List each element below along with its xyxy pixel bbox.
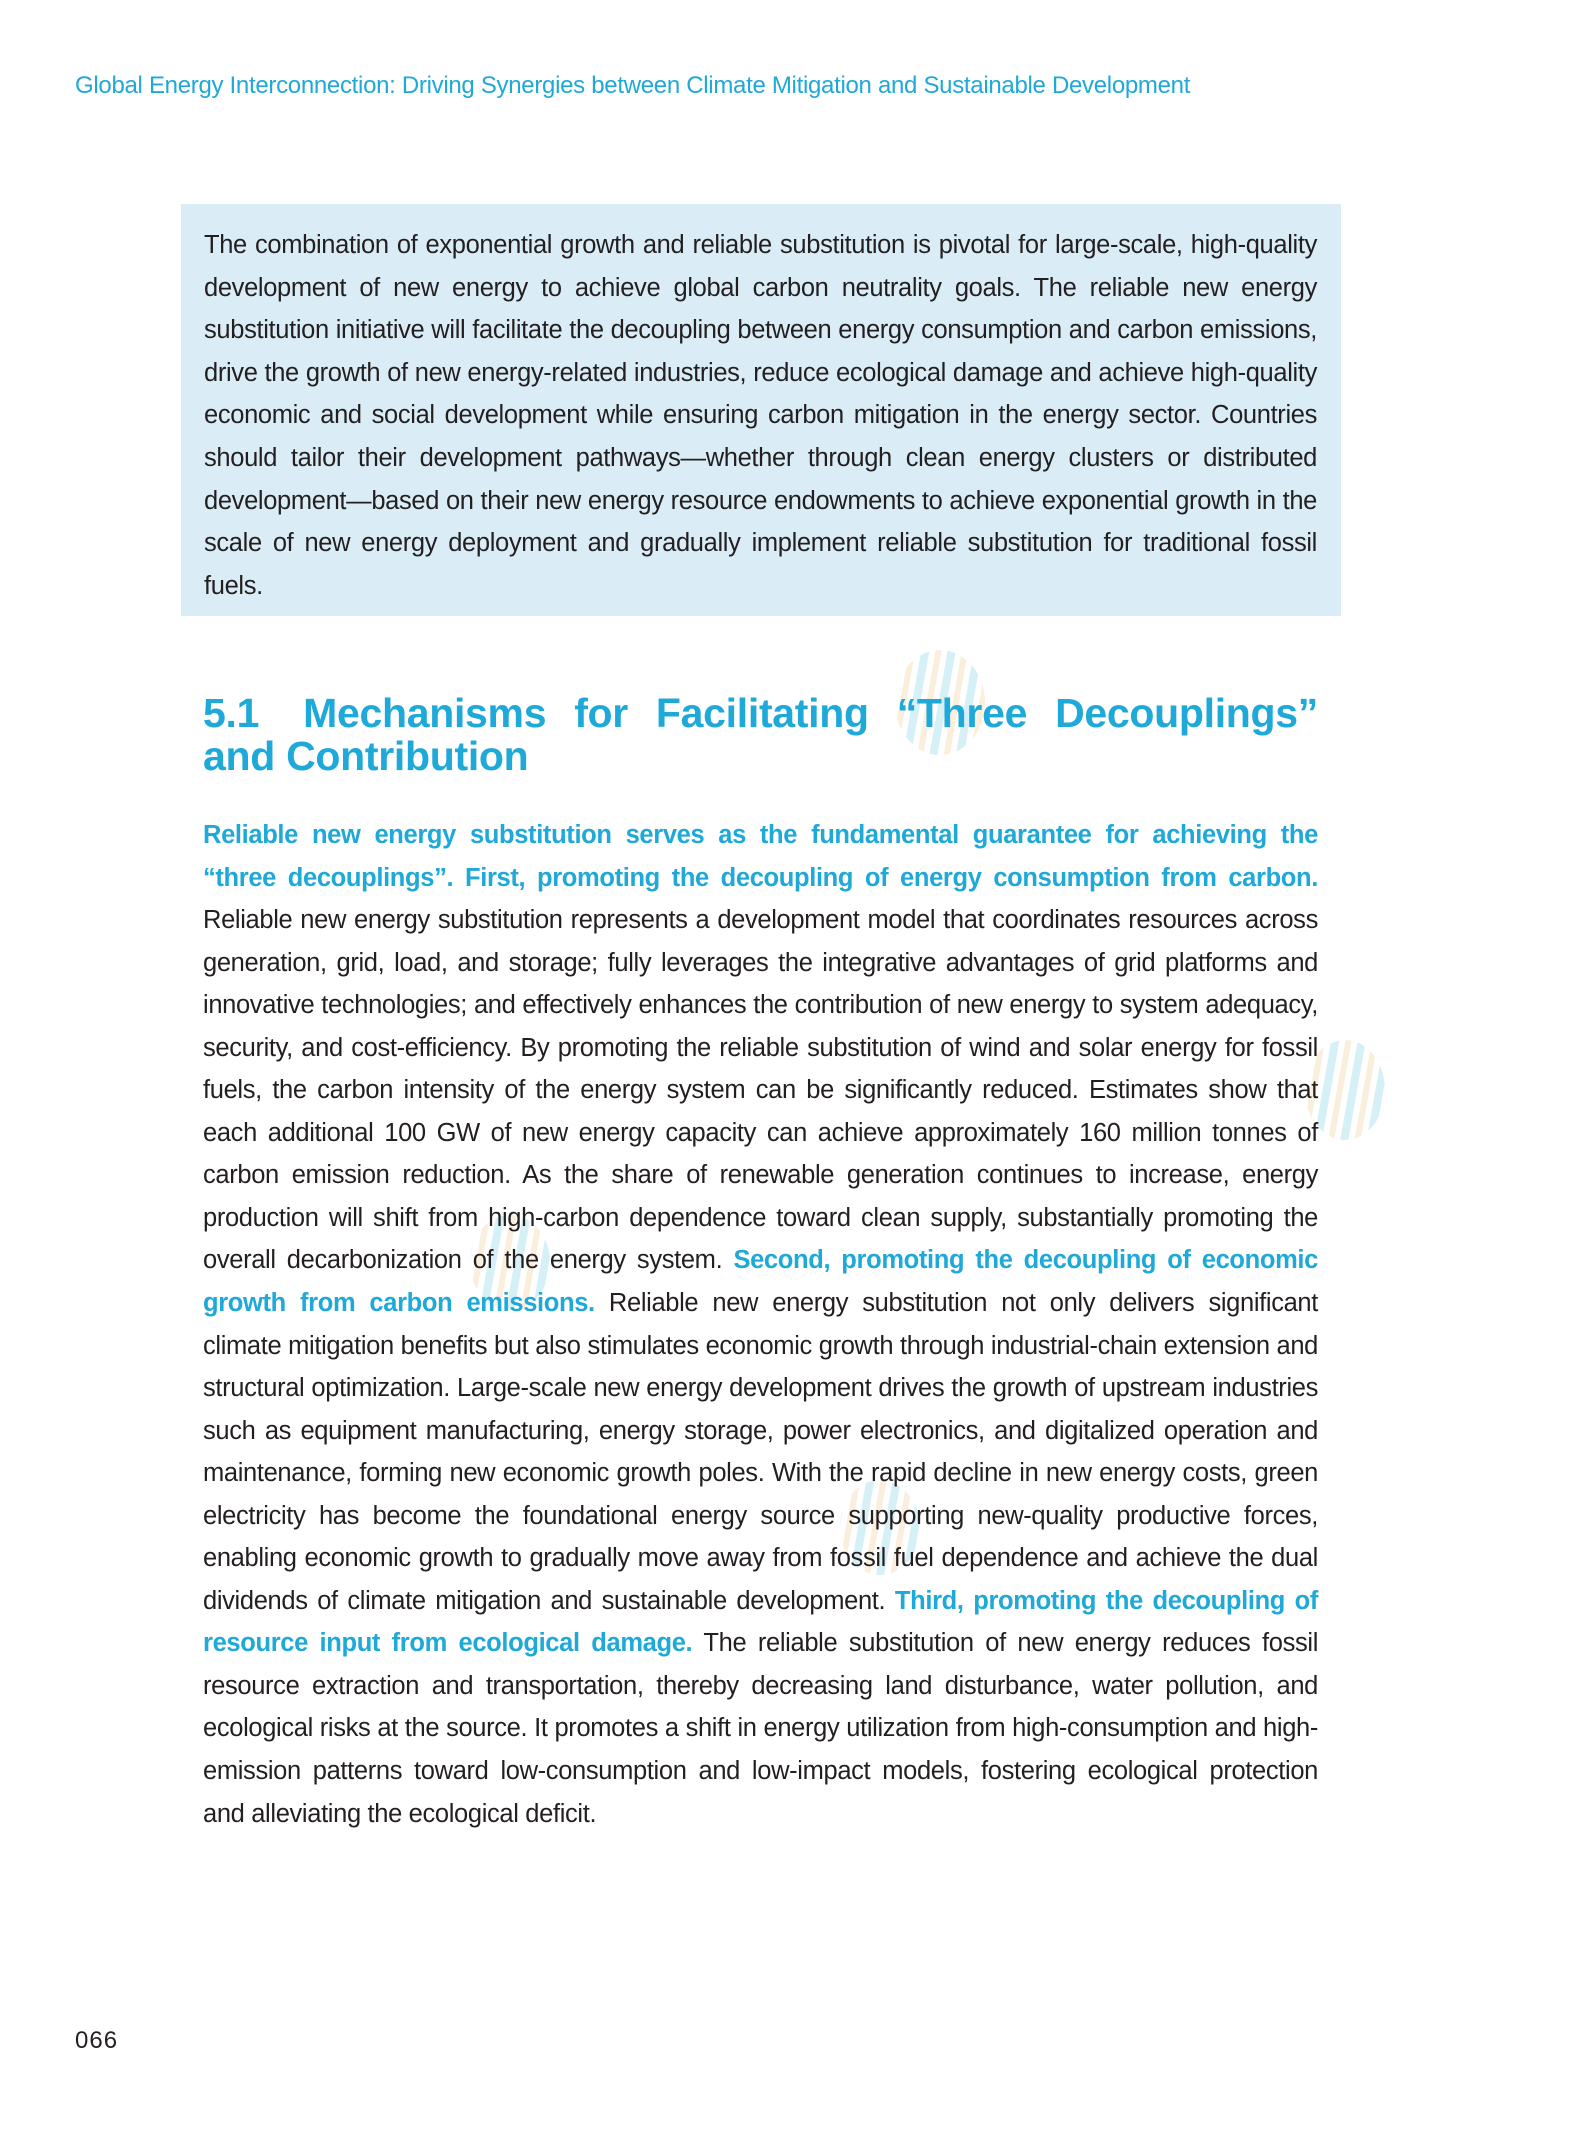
body-text-segment: Reliable new energy substitution not only delivers significant climate mitigation benefits but also stimulates economic growth through industrial-chain extension and structural optimization. Large-scale new energy development drives the growth of upstream industries such as equipment manufacturing, energy storage, power electronics, and digitalized operation and maintenance, forming new economic growth poles. With the rapid decline in new energy costs, green electricity has become the foundational energy source supporting new-quality productive forces, enabling economic growth to gradually move away from fossil fuel dependence and achieve the dual dividends of climate mitigation and sustainable development. (203, 1289, 1318, 1615)
section-heading (203, 692, 1318, 778)
body-text-segment: The reliable substitution of new energy reduces fossil resource extraction and transportation, thereby decreasing land disturbance, water pollution, and ecological risks at the source. It promotes a shift in energy utilization from high-consumption and high-emission patterns toward low-consumption and low-impact models, fostering ecological protection and alleviating the ecological deficit. (203, 1629, 1319, 1828)
body-paragraph (203, 814, 1318, 1835)
page-number: 066 (75, 2027, 119, 2054)
running-header: Global Energy Interconnection: Driving Synergies between Climate Mitigation and Sustainable Development (75, 72, 1191, 99)
summary-box (181, 204, 1341, 616)
section-title-text: Mechanisms for Facilitating “Three Decouplings” and Contribution (203, 690, 1318, 779)
body-highlight-text: Third, promoting the decoupling of resource input from ecological damage. (203, 1586, 1318, 1658)
body-text-segment: Reliable new energy substitution represents a development model that coordinates resources across generation, grid, load, and storage; fully leverages the integrative advantages of grid platforms and innovative technologies; and effectively enhances the contribution of new energy to system adequacy, security, and cost-efficiency. By promoting the reliable substitution of wind and solar energy for fossil fuels, the carbon intensity of the energy system can be significantly reduced. Estimates show that each additional 100 GW of new energy capacity can achieve approximately 160 million tonnes of carbon emission reduction. As the share of renewable generation continues to increase, energy production will shift from high-carbon dependence toward clean supply, substantially promoting the overall decarbonization of the energy system. (203, 906, 1318, 1275)
section-number: 5.1 (203, 690, 260, 736)
body-highlight-text: Second, promoting the decoupling of economic growth from carbon emissions. (203, 1246, 1318, 1318)
body-highlight-text: Reliable new energy substitution serves as the fundamental guarantee for achieving the “three decouplings”. First, promoting the decoupling of energy consumption from carbon. (203, 821, 1318, 892)
summary-text: The combination of exponential growth and reliable substitution is pivotal for large-scale, high-quality development of new energy to achieve global carbon neutrality goals. The reliable new energy substitution initiative will facilitate the decoupling between energy consumption and carbon emissions, drive the growth of new energy-related industries, reduce ecological damage and achieve high-quality economic and social development while ensuring carbon mitigation in the energy sector. Countries should tailor their development pathways—whether through clean energy clusters or distributed development—based on their new energy resource endowments to achieve exponential growth in the scale of new energy deployment and gradually implement reliable substitution for traditional fossil fuels. (204, 231, 1317, 600)
